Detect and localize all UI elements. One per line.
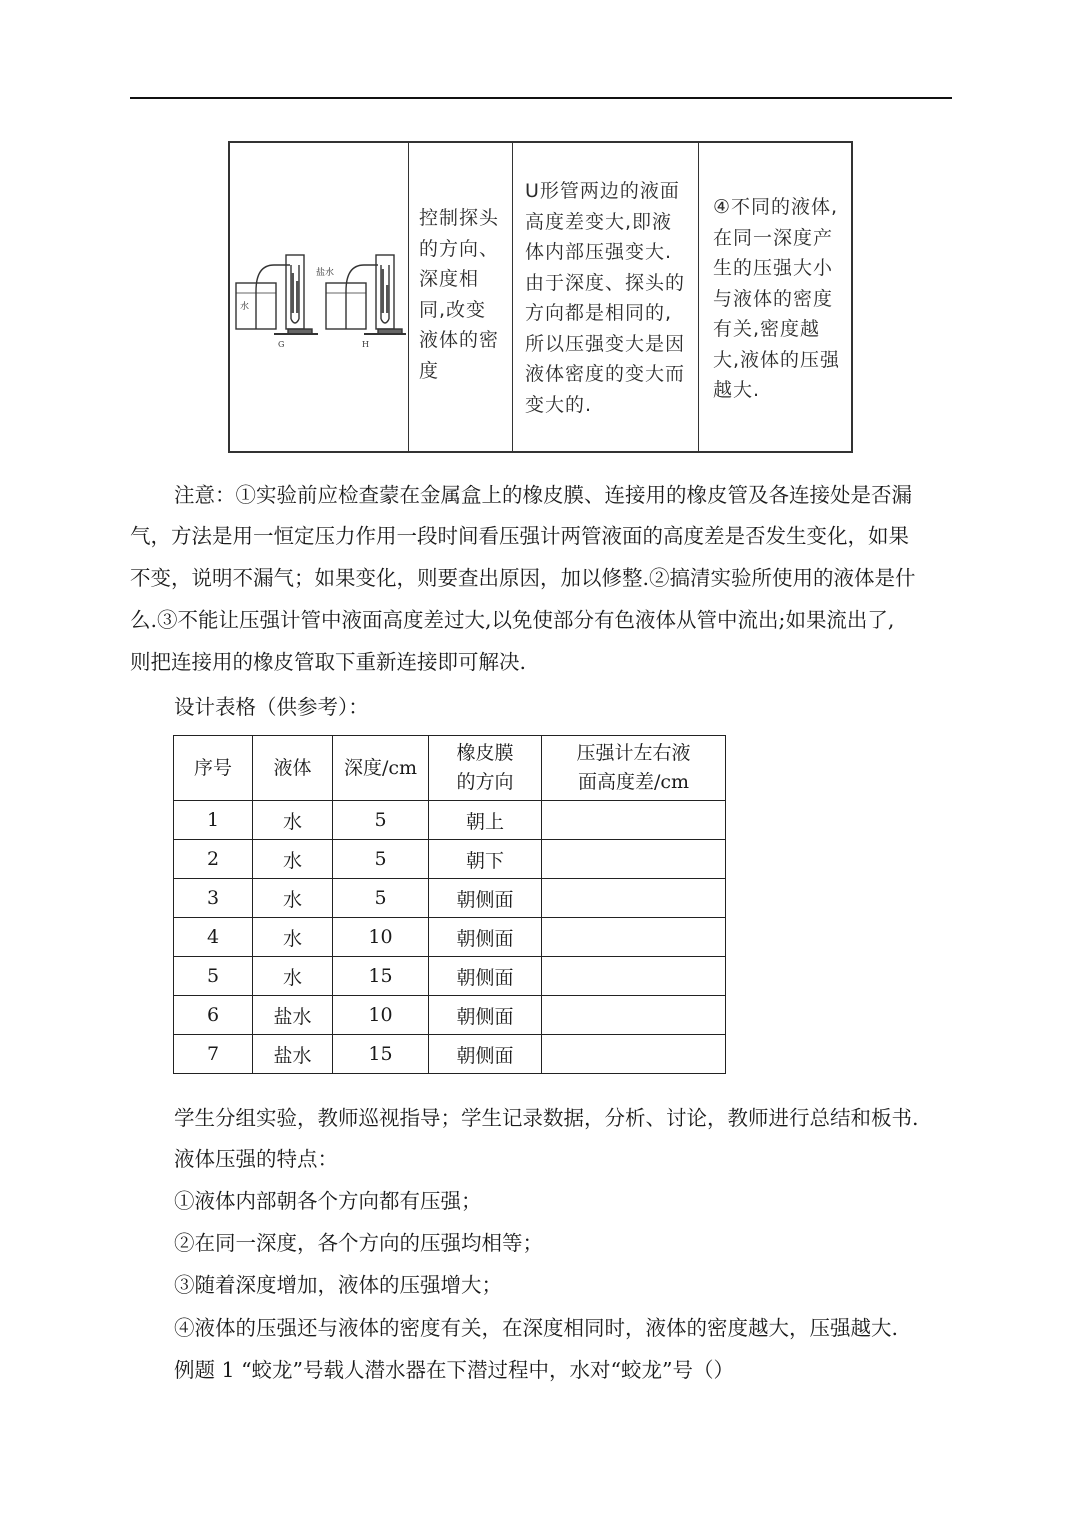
- cell-direction: 朝侧面: [429, 957, 542, 996]
- cell-liquid: 盐水: [253, 1035, 333, 1074]
- feature-2: ②在同一深度，各个方向的压强均相等；: [174, 1231, 543, 1255]
- cell-index: 4: [174, 918, 253, 957]
- tube-g: [256, 265, 290, 329]
- cell-index: 6: [174, 996, 253, 1035]
- cell-height-difference: [542, 957, 726, 996]
- table-row: [174, 840, 726, 879]
- cell-direction: 朝侧面: [429, 1035, 542, 1074]
- cell-index: 5: [174, 957, 253, 996]
- note-line-4: 么.③不能让压强计管中液面高度差过大,以免使部分有色液体从管中流出;如果流出了,: [130, 608, 895, 632]
- conclusion-cell: [699, 143, 851, 451]
- cell-direction: 朝侧面: [429, 879, 542, 918]
- cell-height-difference: [542, 1035, 726, 1074]
- feature-1: ①液体内部朝各个方向都有压强；: [174, 1189, 482, 1213]
- cell-index: 2: [174, 840, 253, 879]
- example-question: 例题 1 “蛟龙”号载人潜水器在下潜过程中，水对“蛟龙”号（）: [174, 1358, 734, 1382]
- cell-liquid: 水: [253, 801, 333, 840]
- conclusion-text: ④不同的液体,在同一深度产生的压强大小与液体的密度有关,密度越大,液体的压强越大.: [713, 196, 841, 401]
- header-index: 序号: [174, 736, 253, 801]
- cell-index: 3: [174, 879, 253, 918]
- cell-liquid: 盐水: [253, 996, 333, 1035]
- cell-depth: 10: [333, 918, 429, 957]
- note-line-3: 不变，说明不漏气；如果变化，则要查出原因，加以修整.②搞清实验所使用的液体是什: [130, 566, 916, 590]
- cell-index: 1: [174, 801, 253, 840]
- header-height-difference: 压强计左右液面高度差/cm: [542, 736, 726, 801]
- table-row: [174, 879, 726, 918]
- table-header-row: [174, 736, 726, 801]
- apparatus-figure-cell: [230, 143, 409, 451]
- header-depth: 深度/cm: [333, 736, 429, 801]
- table-row: [174, 801, 726, 840]
- note-line-1: 注意：①实验前应检查蒙在金属盒上的橡皮膜、连接用的橡皮管及各连接处是否漏: [174, 483, 912, 507]
- cell-liquid: 水: [253, 879, 333, 918]
- table-caption: 设计表格（供参考）：: [174, 695, 369, 719]
- cell-height-difference: [542, 879, 726, 918]
- table-row: [174, 957, 726, 996]
- note-line-5: 则把连接用的橡皮管取下重新连接即可解决.: [130, 650, 527, 674]
- feature-4: ④液体的压强还与液体的密度有关，在深度相同时，液体的密度越大，压强越大.: [174, 1316, 899, 1340]
- pressure-gauge-figure: [230, 143, 409, 453]
- cell-depth: 5: [333, 801, 429, 840]
- beaker-g-tag: 水: [240, 302, 250, 312]
- cell-direction: 朝侧面: [429, 996, 542, 1035]
- cell-direction: 朝侧面: [429, 918, 542, 957]
- beaker-h-tag: 盐水: [316, 268, 335, 278]
- method-text: 控制探头的方向、深度相同,改变液体的密度: [419, 207, 500, 382]
- cell-height-difference: [542, 840, 726, 879]
- cell-liquid: 水: [253, 840, 333, 879]
- phenomenon-text: U形管两边的液面高度差变大,即液体内部压强变大.由于深度、探头的方向都是相同的,所以压强变大是因液体密度的变大而变大的.: [525, 180, 686, 416]
- figure-label-h: H: [362, 340, 369, 349]
- cell-direction: 朝下: [429, 840, 542, 879]
- figure-label-g: G: [278, 340, 285, 349]
- cell-direction: 朝上: [429, 801, 542, 840]
- cell-index: 7: [174, 1035, 253, 1074]
- cell-depth: 15: [333, 1035, 429, 1074]
- features-heading: 液体压强的特点：: [174, 1147, 338, 1171]
- header-membrane-direction: 橡皮膜的方向: [429, 736, 542, 801]
- cell-depth: 15: [333, 957, 429, 996]
- table-row: [174, 1035, 726, 1074]
- feature-3: ③随着深度增加，液体的压强增大；: [174, 1273, 502, 1297]
- activity-line: 学生分组实验，教师巡视指导；学生记录数据，分析、讨论，教师进行总结和板书.: [174, 1106, 919, 1130]
- cell-depth: 5: [333, 879, 429, 918]
- table-row: [174, 996, 726, 1035]
- cell-liquid: 水: [253, 957, 333, 996]
- cell-depth: 10: [333, 996, 429, 1035]
- header-rule: [130, 97, 952, 99]
- note-line-2: 气，方法是用一恒定压力作用一段时间看压强计两管液面的高度差是否发生变化，如果: [130, 524, 909, 548]
- experiment-table: [228, 141, 853, 453]
- tube-h: [346, 265, 378, 329]
- method-cell: [409, 143, 513, 451]
- cell-height-difference: [542, 801, 726, 840]
- table-row: [174, 918, 726, 957]
- cell-height-difference: [542, 996, 726, 1035]
- cell-liquid: 水: [253, 918, 333, 957]
- cell-depth: 5: [333, 840, 429, 879]
- design-table: [173, 735, 726, 1074]
- cell-height-difference: [542, 918, 726, 957]
- header-liquid: 液体: [253, 736, 333, 801]
- phenomenon-cell: [513, 143, 699, 451]
